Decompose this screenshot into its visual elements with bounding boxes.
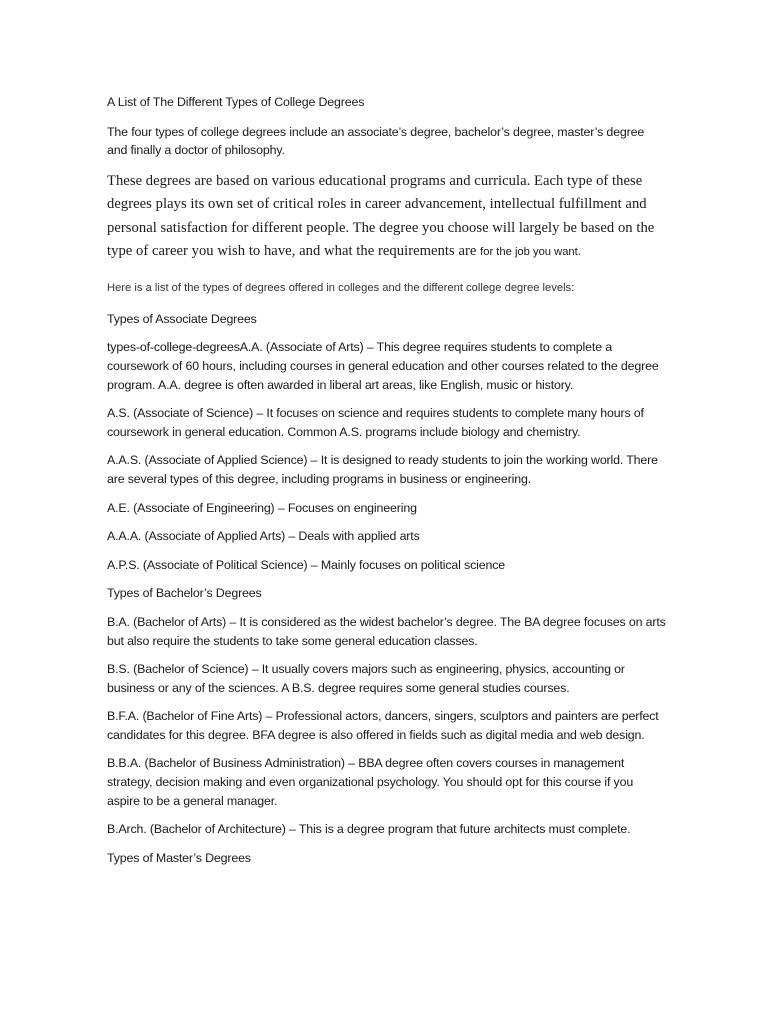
degree-entry-bs: B.S. (Bachelor of Science) – It usually covers majors such as engineering, physics, accounting or business or any of the sciences. A B.S. degree requires some general studies courses. — [107, 662, 625, 695]
degree-entry-aps: A.P.S. (Associate of Political Science) – Mainly focuses on political science — [107, 557, 505, 572]
list-lead-in: Here is a list of the types of degrees offered in colleges and the different college degree levels: — [107, 281, 575, 294]
degree-entry-ba: B.A. (Bachelor of Arts) – It is considered as the widest bachelor’s degree. The BA degree focuses on arts but also require the students to take some general education classes. — [107, 614, 666, 648]
intro-paragraph: The four types of college degrees include an associate’s degree, bachelor’s degree, master’s degree and finally a doctor of philosophy. — [107, 124, 645, 158]
overview-main-text: These degrees are based on various educational programs and curricula. Each type of these degrees plays its own set of critical roles in career advancement, intellectual fulfillment and personal satisfaction for different people. The degree you choose will largely be based on the type of career you wish to have, and what the requirements are — [107, 172, 655, 260]
degree-entry-aa: types-of-college-degreesA.A. (Associate of Arts) – This degree requires students to complete a coursework of 60 hours, including courses in general education and other courses related to the degree program. A.A. degree is often awarded in liberal art areas, like English, music or history. — [107, 340, 659, 392]
degree-entry-bba: B.B.A. (Bachelor of Business Administration) – BBA degree often covers courses in management strategy, decision making and even organizational psychology. You should opt for this course if you aspire to be a general manager. — [107, 756, 634, 808]
master-heading: Types of Master’s Degrees — [107, 850, 251, 865]
degree-entry-aas: A.A.S. (Associate of Applied Science) – It is designed to ready students to join the working world. There are several types of this degree, including programs in business or engineering. — [107, 453, 658, 486]
bachelor-heading: Types of Bachelor’s Degrees — [107, 586, 262, 601]
degree-entry-barch: B.Arch. (Bachelor of Architecture) – This is a degree program that future architects must complete. — [107, 822, 631, 837]
document-content — [107, 93, 667, 877]
document-title: A List of The Different Types of College Degrees — [107, 95, 365, 109]
degree-entry-as: A.S. (Associate of Science) – It focuses on science and requires students to complete many hours of coursework in general education. Common A.S. programs include biology and chemistry. — [107, 406, 644, 439]
overview-tail-text: for the job you want. — [480, 246, 581, 259]
associate-heading: Types of Associate Degrees — [107, 311, 257, 326]
degree-entry-aaa: A.A.A. (Associate of Applied Arts) – Deals with applied arts — [107, 529, 420, 544]
degree-entry-ae: A.E. (Associate of Engineering) – Focuses on engineering — [107, 500, 417, 515]
overview-paragraph — [107, 170, 667, 265]
degree-entry-bfa: B.F.A. (Bachelor of Fine Arts) – Professional actors, dancers, singers, sculptors and painters are perfect candidates for this degree. BFA degree is also offered in fields such as digital media and web design. — [107, 709, 659, 742]
